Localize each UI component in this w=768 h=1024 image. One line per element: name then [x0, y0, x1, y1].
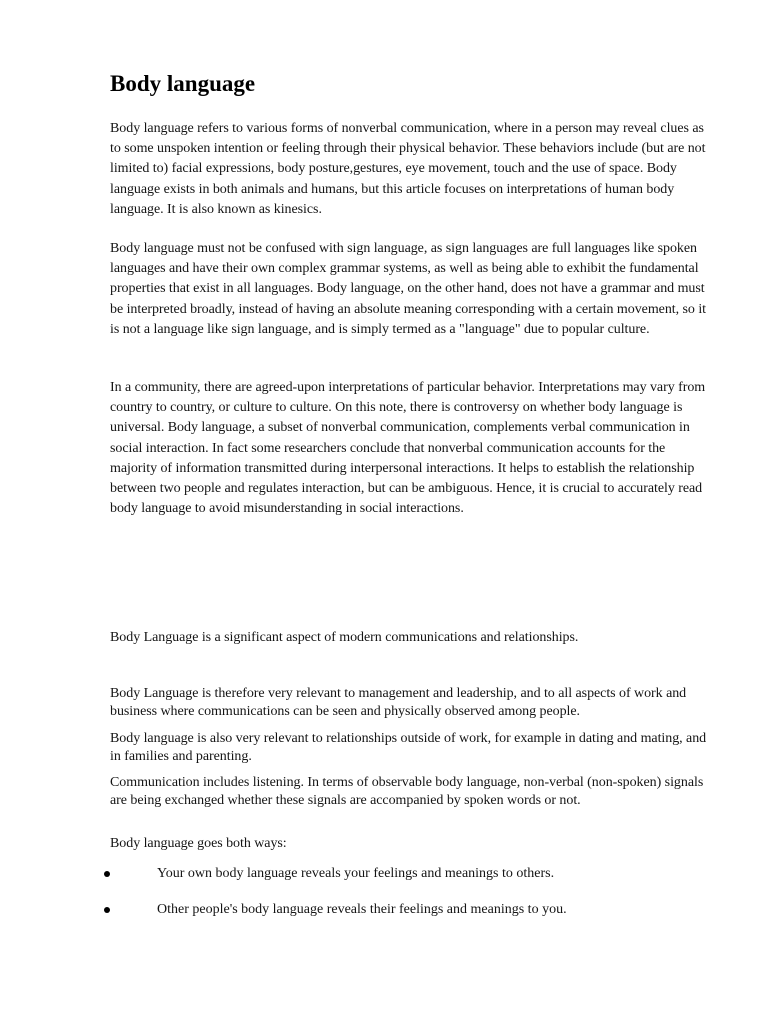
list-item	[0, 900, 700, 922]
bullet-icon	[104, 907, 110, 913]
paragraph-management: Body Language is therefore very relevant to management and leadership, and to all aspects of work and business where communications can be seen and physically observed among people.	[110, 686, 687, 719]
paragraph-both-ways: Body language goes both ways:	[110, 836, 287, 851]
paragraph-relationships: Body language is also very relevant to relationships outside of work, for example in dating and mating, and in families and parenting.	[110, 731, 707, 764]
paragraph-community: In a community, there are agreed-upon interpretations of particular behavior. Interpretations may vary from country to country, or culture to culture. On this note, there is controversy on whether body language is universal. Body language, a subset of nonverbal communication, complements verbal communication in social interaction. In fact some researchers conclude that nonverbal communication accounts for the majority of information transmitted during interpersonal interactions. It helps to establish the relationship between two people and regulates interaction, but can be ambiguous. Hence, it is crucial to accurately read body language to avoid misunderstanding in social interactions.	[110, 380, 706, 517]
bullet-icon	[104, 871, 110, 877]
document-title: Body language	[110, 71, 256, 96]
paragraph-significance: Body Language is a significant aspect of modern communications and relationships.	[110, 630, 579, 645]
paragraph-listening: Communication includes listening. In terms of observable body language, non-verbal (non-spoken) signals are being exchanged whether these signals are accompanied by spoken words or not.	[110, 775, 704, 808]
list-item	[0, 864, 700, 886]
list-item-text: Your own body language reveals your feelings and meanings to others.	[157, 866, 555, 881]
paragraph-sign-language: Body language must not be confused with sign language, as sign languages are full languages like spoken languages and have their own complex grammar systems, as well as being able to exhibit the fundamental properties that exist in all languages. Body language, on the other hand, does not have a grammar and must be interpreted broadly, instead of having an absolute meaning corresponding with a certain movement, so it is not a language like sign language, and is simply termed as a "language" due to popular culture.	[110, 241, 707, 337]
paragraph-definition: Body language refers to various forms of nonverbal communication, where in a person may reveal clues as to some unspoken intention or feeling through their physical behavior. These behaviors include (but are not limited to) facial expressions, body posture,gestures, eye movement, touch and the use of space. Body language exists in both animals and humans, but this article focuses on interpretations of human body language. It is also known as kinesics.	[110, 121, 706, 217]
list-item-text: Other people's body language reveals their feelings and meanings to you.	[157, 902, 567, 917]
